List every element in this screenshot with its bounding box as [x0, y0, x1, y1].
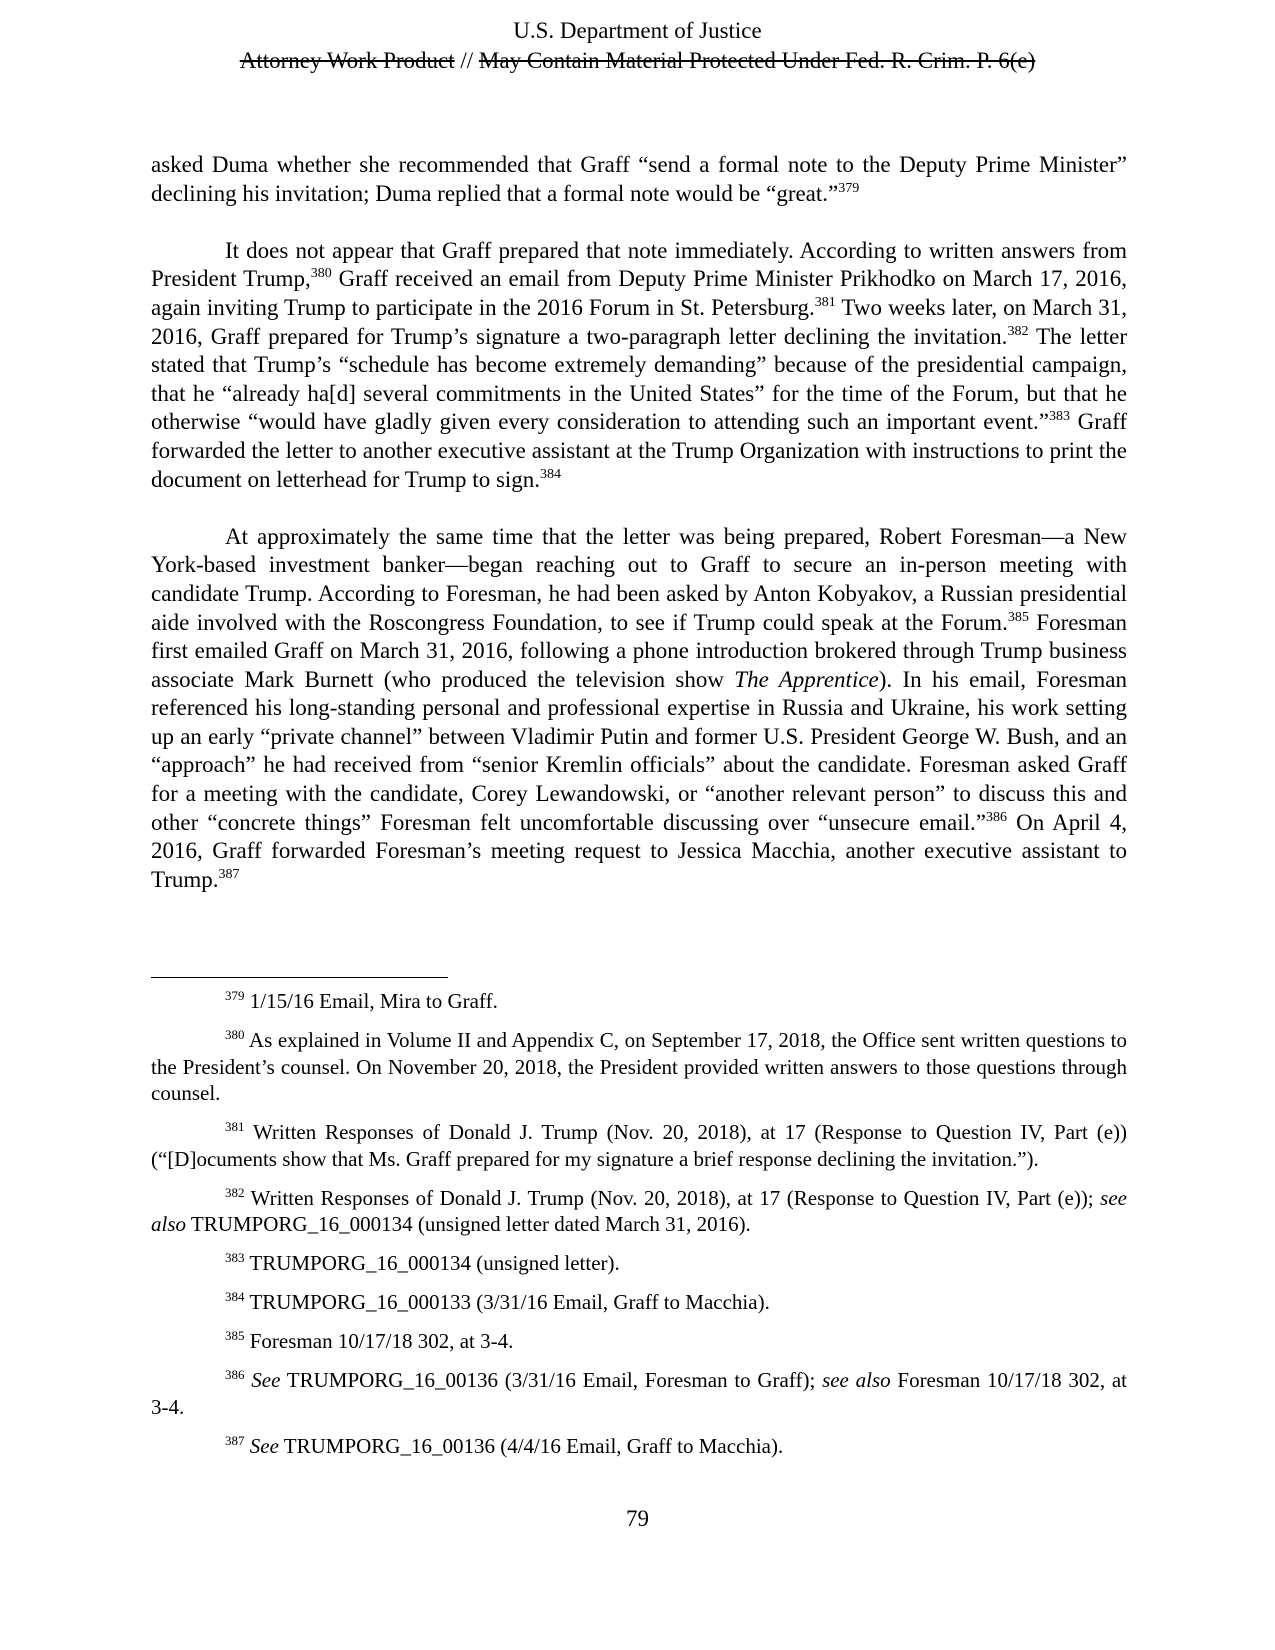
- footnote-number: 385: [225, 1328, 245, 1343]
- text-run: TRUMPORG_16_00136 (3/31/16 Email, Foresman to Graff);: [280, 1368, 823, 1392]
- footnote-380: [151, 1027, 1127, 1107]
- footnote-ref: 385: [1007, 609, 1029, 625]
- paragraph-continuation: [151, 151, 1127, 208]
- text-run: Written Responses of Donald J. Trump (Nov. 20, 2018), at 17 (Response to Question IV, Part (e)) (“[D]ocuments show that Ms. Graff prepared for my signature a brief response declining the invitation.”).: [151, 1120, 1127, 1171]
- agency-name: U.S. Department of Justice: [513, 18, 762, 43]
- footnote-379: [151, 988, 1127, 1015]
- work-product-notice: Attorney Work Product: [239, 48, 455, 73]
- footnote-385: [151, 1328, 1127, 1355]
- body-text: [151, 151, 1127, 923]
- grand-jury-notice: May Contain Material Protected Under Fed. R. Crim. P. 6(e): [478, 48, 1036, 73]
- footnote-number: 379: [225, 988, 245, 1003]
- text-run: Written Responses of Donald J. Trump (Nov. 20, 2018), at 17 (Response to Question IV, Part (e));: [244, 1185, 1101, 1210]
- footnote-number: 387: [225, 1432, 245, 1448]
- italic-text: See: [251, 1368, 281, 1392]
- text-run: TRUMPORG_16_00136 (4/4/16 Email, Graff to Macchia).: [278, 1433, 784, 1458]
- footnote-number: 383: [225, 1250, 245, 1265]
- text-run: As explained in Volume II and Appendix C, on September 17, 2018, the Office sent written questions to the President’s counsel. On November 20, 2018, the President provided written answers to those questions through counsel.: [151, 1028, 1127, 1105]
- footnote-ref: 380: [310, 266, 332, 282]
- text-run: asked Duma whether she recommended that Graff “send a formal note to the Deputy Prime Minister” declining his invitation; Duma replied that a formal note would be “great.”: [151, 152, 1127, 206]
- text-run: At approximately the same time that the letter was being prepared, Robert Foresman—a New York-based investment banker—began reaching out to Graff to secure an in-person meeting with candidate Trump. According to Foresman, he had been asked by Anton Kobyakov, a Russian presidential aide involved with the Roscongress Foundation, to see if Trump could speak at the Forum.: [151, 523, 1127, 635]
- footnote-ref: 379: [838, 180, 860, 196]
- footnote-381: [151, 1119, 1127, 1172]
- footnote-number: 384: [225, 1289, 245, 1304]
- footnote-ref: 381: [814, 294, 836, 310]
- footnote-386: [151, 1367, 1127, 1420]
- paragraph-foresman: [151, 523, 1127, 895]
- text-run: Graff forwarded the letter to another executive assistant at the Trump Organization with instructions to print the document on letterhead for Trump to sign.: [151, 409, 1127, 492]
- footnote-number: 381: [225, 1119, 245, 1134]
- text-run: The letter stated that Trump’s “schedule has become extremely demanding” because of the presidential campaign, that he “already ha[d] several commitments in the United States” for the time of the Forum, but that he otherwise “would have gladly given every consideration to attending such an important event.”: [151, 323, 1128, 435]
- footnote-ref: 387: [218, 866, 240, 882]
- text-run: Foresman first emailed Graff on March 31, 2016, following a phone introduction brokered through Trump business associate Mark Burnett (who produced the television show: [151, 609, 1127, 692]
- footnote-ref: 383: [1049, 409, 1070, 425]
- text-run: TRUMPORG_16_000134 (unsigned letter dated March 31, 2016).: [186, 1212, 751, 1236]
- page-header: [0, 16, 1275, 76]
- footnote-383: [151, 1250, 1127, 1277]
- paragraph-graff-note: [151, 237, 1127, 494]
- text-run: Foresman 10/17/18 302, at 3-4.: [151, 1368, 1128, 1419]
- italic-text: see also: [822, 1368, 891, 1392]
- text-run: TRUMPORG_16_000134 (unsigned letter).: [244, 1251, 620, 1275]
- footnote-ref: 386: [986, 809, 1008, 825]
- footnote-ref: 382: [1007, 323, 1029, 339]
- footnotes: [151, 988, 1127, 1472]
- text-run: It does not appear that Graff prepared that note immediately. According to written answers from President Trump,: [151, 237, 1127, 292]
- footnote-387: [151, 1433, 1127, 1460]
- text-run: ). In his email, Foresman referenced his long-standing personal and professional expertise in Russia and Ukraine, his work setting up an early “private channel” between Vladimir Putin and former U.S. President George W. Bush, and an “approach” he had received from “senior Kremlin officials” about the candidate. Foresman asked Graff for a meeting with the candidate, Corey Lewandowski, or “another relevant person” to discuss this and other “concrete things” Foresman felt uncomfortable discussing over “unsecure email.”: [151, 666, 1127, 835]
- footnote-382: [151, 1185, 1127, 1238]
- protection-notice: [0, 46, 1275, 76]
- italic-text: see also: [151, 1185, 1127, 1236]
- text-run: Graff received an email from Deputy Prime Minister Prikhodko on March 17, 2016, again inviting Trump to participate in the 2016 Forum in St. Petersburg.: [151, 266, 1127, 320]
- text-run: 1/15/16 Email, Mira to Graff.: [244, 989, 498, 1013]
- text-run: Foresman 10/17/18 302, at 3-4.: [244, 1329, 514, 1353]
- footnote-number: 386: [225, 1367, 245, 1382]
- footnote-number: 382: [225, 1184, 245, 1200]
- text-run: TRUMPORG_16_000133 (3/31/16 Email, Graff to Macchia).: [244, 1290, 770, 1314]
- footnote-divider: [151, 977, 448, 978]
- notice-separator: //: [454, 48, 479, 73]
- italic-text: The Apprentice: [734, 666, 879, 692]
- footnote-384: [151, 1289, 1127, 1316]
- page-number: 79: [626, 1506, 649, 1531]
- text-run: Two weeks later, on March 31, 2016, Graff prepared for Trump’s signature a two-paragraph letter declining the invitation.: [151, 294, 1128, 349]
- footnote-number: 380: [225, 1027, 245, 1042]
- italic-text: See: [249, 1433, 279, 1458]
- footnote-ref: 384: [540, 466, 562, 482]
- text-run: On April 4, 2016, Graff forwarded Foresman’s meeting request to Jessica Macchia, another executive assistant to Trump.: [151, 809, 1128, 892]
